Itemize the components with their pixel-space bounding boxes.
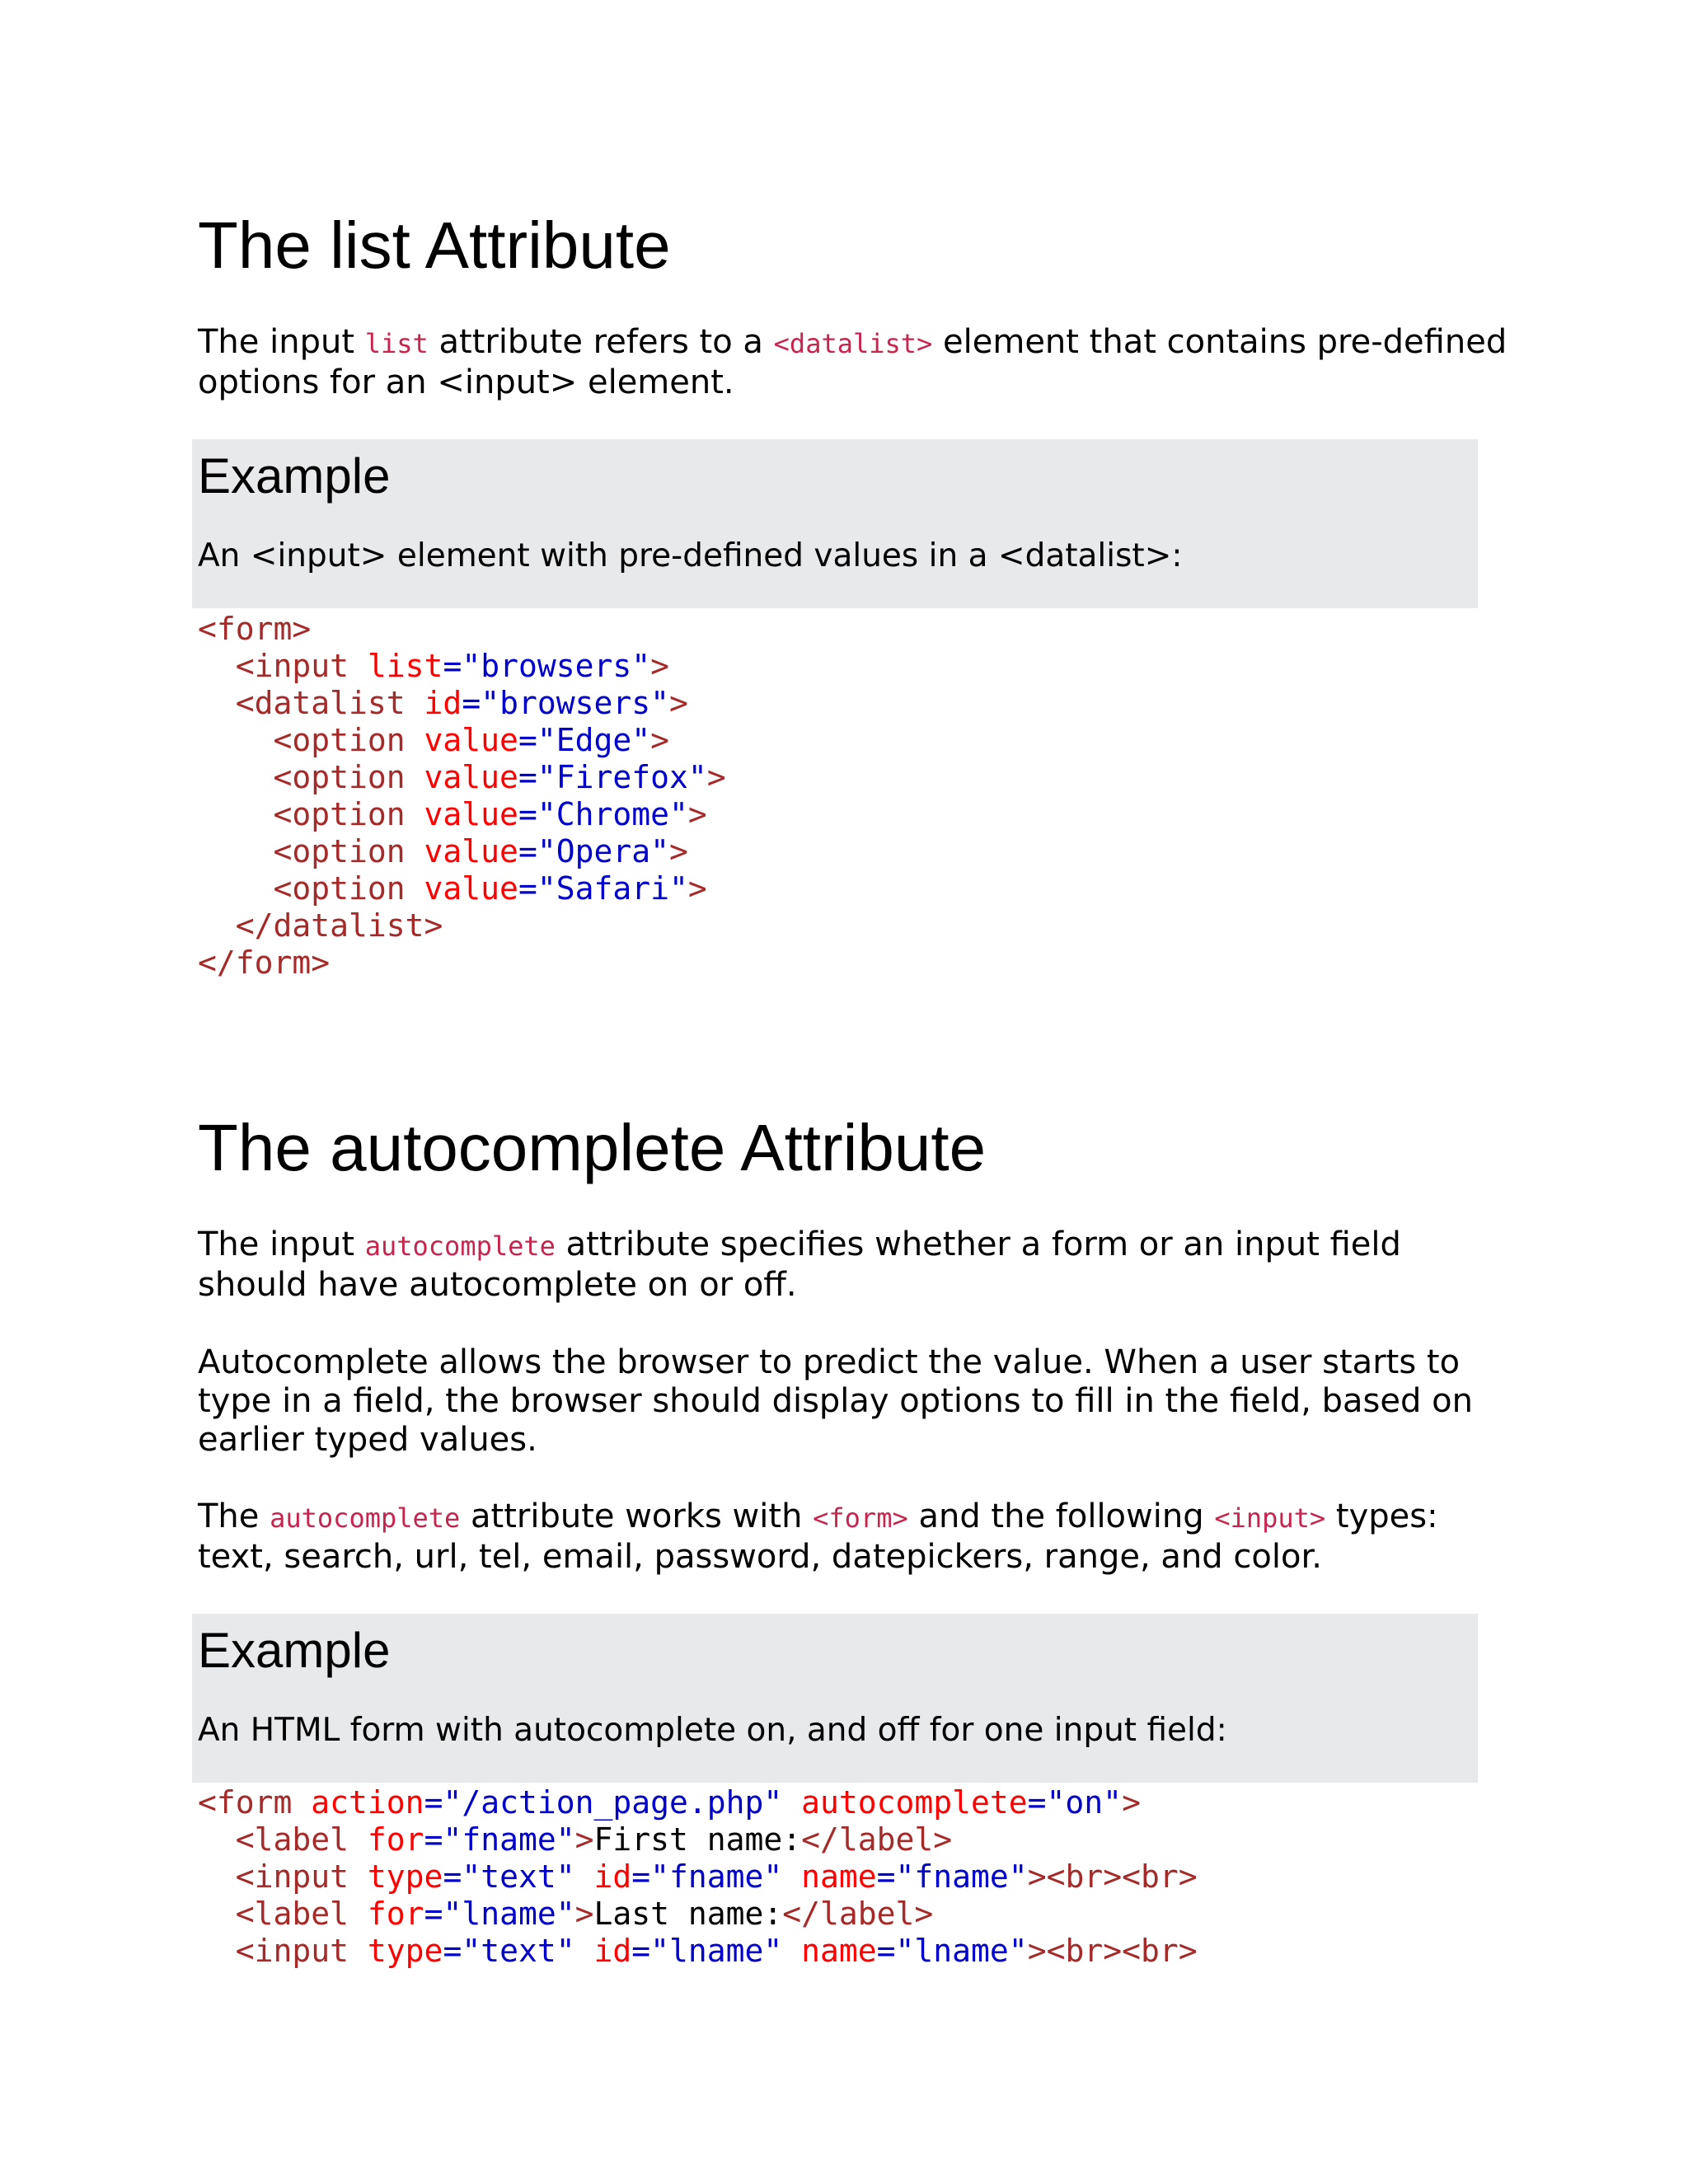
code-text: Last name: [593,1896,783,1932]
code-tag: > [574,1821,594,1858]
code-tag: <label [235,1821,368,1858]
code-val: ="fname" [876,1858,1028,1895]
code-attr: value [424,870,518,907]
code-line [198,796,726,833]
code-line [198,759,726,796]
code-tag: > [668,833,688,869]
text-run: Autocomplete allows the browser to predict the value. When a user starts to type in a field, the browser should display options to fill in the field, based on earlier typed values. [198,1343,1473,1459]
code-attr: type [367,1933,443,1969]
text-run: types: text, search, url, tel, email, password, datepickers, range, and color. [198,1497,1438,1576]
code-line [198,907,726,944]
code-line [198,1858,1198,1896]
code-attr: autocomplete [782,1784,1028,1821]
code-val: ="fname" [631,1858,783,1895]
code-tag: > [650,722,669,758]
code-line [198,722,726,759]
code-attr: name [782,1933,877,1969]
section-title-list-attribute: The list Attribute [198,209,671,282]
code-tag: <form [198,1784,312,1821]
autocomplete-intro [198,1226,1508,1305]
code-line [198,1821,1198,1858]
code-tag: > [687,796,707,832]
code-tag: <option [273,833,424,869]
code-indent [198,685,236,721]
code-line [198,1784,1198,1821]
code-line [198,833,726,870]
text-run: The input [198,1226,365,1263]
inline-code-autocomplete: autocomplete [364,1230,556,1262]
code-tag: <option [273,870,424,907]
code-tag: ><br><br> [1027,1858,1198,1895]
autocomplete-types [198,1497,1508,1577]
code-tag: <input [235,1858,368,1895]
example-heading: Example [198,1623,391,1678]
code-val: ="/action_page.php" [424,1784,783,1821]
code-val: ="browsers" [462,685,669,721]
code-text: First name: [593,1821,802,1858]
text-run: element that contains pre-defined options for an <input> element. [198,323,1507,401]
code-line [198,648,726,685]
code-indent [198,907,236,944]
autocomplete-explanation [198,1343,1508,1460]
text-run: The input [198,323,365,361]
inline-code-autocomplete: autocomplete [270,1502,461,1534]
code-line [198,944,726,982]
code-val: ="lname" [631,1933,783,1969]
code-tag: </form> [198,944,331,981]
code-val: ="text" [443,1933,575,1969]
code-tag: ><br><br> [1027,1933,1198,1969]
code-indent [198,722,274,758]
code-tag: <label [235,1896,368,1932]
code-val: ="Safari" [518,870,688,907]
code-tag: </datalist> [235,907,443,944]
inline-code-list: list [364,328,429,359]
code-attr: value [424,759,518,795]
code-indent [198,759,274,795]
code-tag: > [687,870,707,907]
code-indent [198,1821,236,1858]
code-val: ="browsers" [443,648,651,684]
text-run: attribute refers to a [428,323,774,361]
code-indent [198,1858,236,1895]
code-attr: for [367,1821,424,1858]
inline-code-form: <form> [813,1502,908,1534]
code-indent [198,648,236,684]
text-run: The [198,1497,270,1535]
code-tag: <input [235,1933,368,1969]
code-line [198,870,726,907]
code-val: ="on" [1027,1784,1123,1821]
code-val: ="lname" [876,1933,1028,1969]
example-box-list [192,439,1478,608]
code-tag: > [706,759,726,795]
example-description: An HTML form with autocomplete on, and off for one input field: [198,1712,1227,1749]
code-block-autocomplete [198,1784,1198,1970]
code-tag: </label> [801,1821,953,1858]
code-tag: </label> [782,1896,934,1932]
code-tag: <input [235,648,368,684]
example-box-autocomplete [192,1614,1478,1783]
code-attr: id [574,1933,632,1969]
example-heading: Example [198,448,391,504]
code-val: ="Chrome" [518,796,688,832]
code-tag: <option [273,796,424,832]
code-indent [198,1896,236,1932]
code-tag: > [574,1896,594,1932]
code-tag: <datalist [235,685,424,721]
code-attr: value [424,722,518,758]
text-run: and the following [907,1497,1215,1535]
code-val: ="Opera" [518,833,669,869]
code-tag: > [650,648,669,684]
code-attr: for [367,1896,424,1932]
code-val: ="Edge" [518,722,651,758]
inline-code-input: <input> [1214,1502,1326,1534]
code-attr: id [424,685,462,721]
code-attr: action [311,1784,424,1821]
code-attr: list [367,648,443,684]
code-tag: <form> [198,611,312,647]
text-run: attribute works with [460,1497,814,1535]
code-block-list [198,611,726,982]
code-indent [198,870,274,907]
code-val: ="Firefox" [518,759,707,795]
example-description: An <input> element with pre-defined values in a <datalist>: [198,537,1183,574]
section-title-autocomplete-attribute: The autocomplete Attribute [198,1111,987,1184]
code-line [198,611,726,648]
code-val: ="lname" [424,1896,575,1932]
text-run: attribute specifies whether a form or an input field should have autocomplete on or off. [198,1226,1401,1304]
code-line [198,1896,1198,1933]
code-indent [198,796,274,832]
code-indent [198,833,274,869]
code-tag: > [1122,1784,1141,1821]
code-attr: type [367,1858,443,1895]
code-indent [198,1933,236,1969]
code-attr: name [782,1858,877,1895]
code-attr: value [424,796,518,832]
code-val: ="fname" [424,1821,575,1858]
list-attribute-intro [198,323,1508,402]
code-tag: > [668,685,688,721]
inline-code-datalist: <datalist> [773,328,933,359]
code-tag: <option [273,722,424,758]
code-attr: id [574,1858,632,1895]
code-line [198,685,726,722]
code-val: ="text" [443,1858,575,1895]
code-attr: value [424,833,518,869]
code-tag: <option [273,759,424,795]
code-line [198,1933,1198,1970]
